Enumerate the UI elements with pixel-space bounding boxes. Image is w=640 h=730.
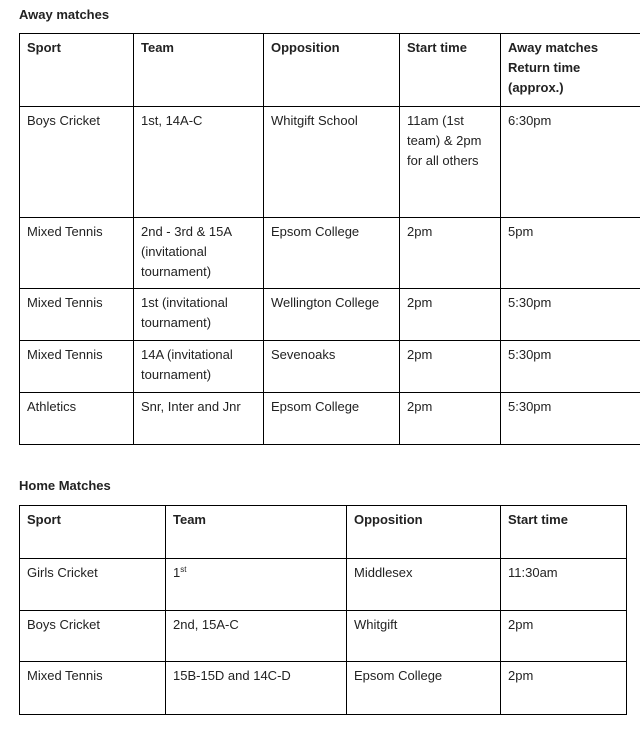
cell-team: 1st, 14A-C (134, 107, 264, 218)
table-header-row (20, 506, 627, 559)
cell-opposition: Whitgift (347, 611, 501, 662)
cell-start-time: 2pm (400, 341, 501, 393)
cell-opposition: Epsom College (347, 662, 501, 715)
away-matches-table (19, 33, 640, 445)
header-return-time: Away matches Return time (approx.) (501, 34, 640, 107)
cell-start-time: 11am (1st team) & 2pm for all others (400, 107, 501, 218)
cell-team: 1st (invitational tournament) (134, 289, 264, 341)
cell-start-time: 11:30am (501, 559, 627, 611)
cell-team: 2nd, 15A-C (166, 611, 347, 662)
table-row (20, 559, 627, 611)
cell-return-time: 5pm (501, 218, 640, 289)
cell-opposition: Whitgift School (264, 107, 400, 218)
cell-return-time: 5:30pm (501, 393, 640, 445)
table-row (20, 393, 640, 445)
cell-team: 2nd - 3rd & 15A (invitational tournament) (134, 218, 264, 289)
cell-sport: Mixed Tennis (20, 662, 166, 715)
cell-return-time: 5:30pm (501, 341, 640, 393)
table-header-row (20, 34, 640, 107)
table-row (20, 341, 640, 393)
cell-team: 15B-15D and 14C-D (166, 662, 347, 715)
home-matches-table (19, 505, 627, 715)
cell-opposition: Epsom College (264, 393, 400, 445)
ordinal-suffix: st (180, 565, 187, 574)
cell-start-time: 2pm (400, 393, 501, 445)
header-team: Team (134, 34, 264, 107)
cell-opposition: Sevenoaks (264, 341, 400, 393)
header-start-time: Start time (400, 34, 501, 107)
cell-start-time: 2pm (501, 611, 627, 662)
cell-team (166, 559, 347, 611)
cell-return-time: 5:30pm (501, 289, 640, 341)
table-row (20, 662, 627, 715)
cell-team: 14A (invitational tournament) (134, 341, 264, 393)
table-row (20, 218, 640, 289)
team-number: 1 (173, 565, 181, 580)
header-sport: Sport (20, 506, 166, 559)
table-row (20, 107, 640, 218)
cell-start-time: 2pm (501, 662, 627, 715)
header-opposition: Opposition (264, 34, 400, 107)
header-team: Team (166, 506, 347, 559)
table-row (20, 289, 640, 341)
cell-sport: Mixed Tennis (20, 289, 134, 341)
cell-start-time: 2pm (400, 289, 501, 341)
cell-return-time: 6:30pm (501, 107, 640, 218)
cell-sport: Girls Cricket (20, 559, 166, 611)
header-start-time: Start time (501, 506, 627, 559)
cell-opposition: Middlesex (347, 559, 501, 611)
cell-opposition: Wellington College (264, 289, 400, 341)
cell-sport: Mixed Tennis (20, 341, 134, 393)
cell-sport: Athletics (20, 393, 134, 445)
cell-sport: Boys Cricket (20, 107, 134, 218)
home-matches-title: Home Matches (19, 478, 111, 493)
cell-sport: Mixed Tennis (20, 218, 134, 289)
away-matches-title: Away matches (19, 7, 110, 22)
cell-team: Snr, Inter and Jnr (134, 393, 264, 445)
table-row (20, 611, 627, 662)
cell-sport: Boys Cricket (20, 611, 166, 662)
header-sport: Sport (20, 34, 134, 107)
cell-start-time: 2pm (400, 218, 501, 289)
cell-opposition: Epsom College (264, 218, 400, 289)
header-opposition: Opposition (347, 506, 501, 559)
